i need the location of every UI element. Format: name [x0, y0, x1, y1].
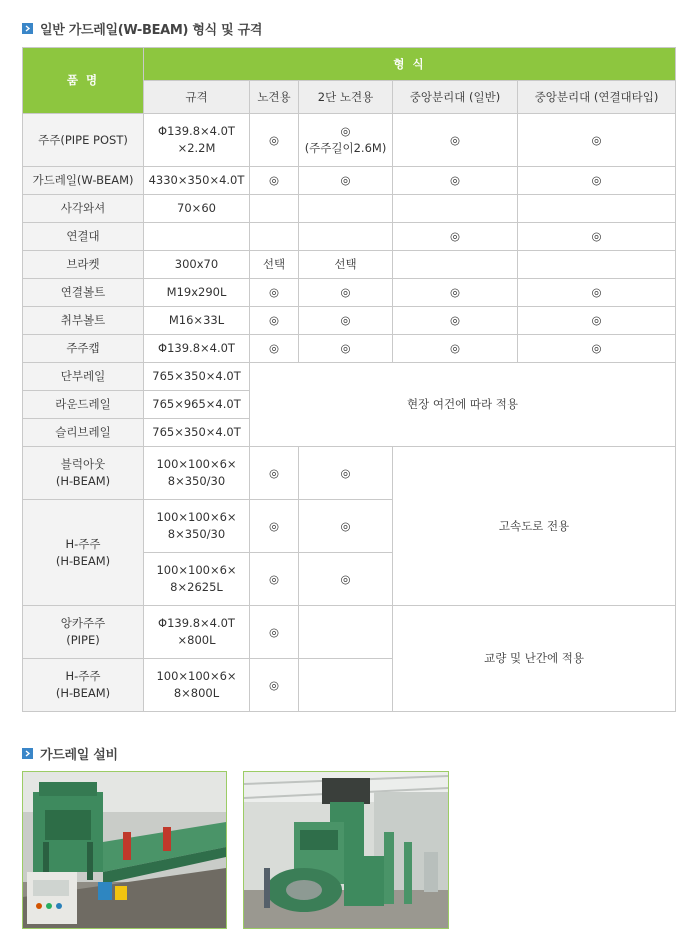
- header-col-double-shoulder: 2단 노견용: [299, 81, 393, 114]
- coil-press-machine-image: [244, 772, 448, 928]
- mark-cell: ◎: [393, 223, 518, 251]
- row-name: 취부볼트: [23, 307, 144, 335]
- row-spec: M19x290L: [144, 279, 250, 307]
- mark-cell: ◎: [393, 335, 518, 363]
- row-name: 슬리브레일: [23, 419, 144, 447]
- row-name: 사각와셔: [23, 195, 144, 223]
- note-site-conditions: 현장 여건에 따라 적용: [250, 363, 676, 447]
- row-spec: 70×60: [144, 195, 250, 223]
- equipment-photo-1: [22, 771, 227, 929]
- equipment-photo-2: [243, 771, 449, 929]
- mark-cell: ◎: [250, 114, 299, 167]
- mark-cell: ◎: [250, 167, 299, 195]
- mark-cell: ◎: [393, 114, 518, 167]
- row-spec: Φ139.8×4.0T ×2.2M: [144, 114, 250, 167]
- chevron-right-icon: [22, 23, 33, 34]
- option-cell: 선택: [299, 251, 393, 279]
- mark-cell: ◎: [250, 335, 299, 363]
- mark-cell: ◎: [299, 553, 393, 606]
- mark-cell: ◎: [250, 447, 299, 500]
- row-name: 브라켓: [23, 251, 144, 279]
- mark-cell: ◎: [518, 279, 676, 307]
- row-spec: 100×100×6× 8×2625L: [144, 553, 250, 606]
- header-col-median-general: 중앙분리대 (일반): [393, 81, 518, 114]
- row-name: 블럭아웃 (H-BEAM): [23, 447, 144, 500]
- mark-cell: ◎: [518, 335, 676, 363]
- mark-cell: ◎: [393, 279, 518, 307]
- table-row: [23, 363, 676, 391]
- roll-forming-machine-image: [23, 772, 226, 928]
- row-spec: Φ139.8×4.0T: [144, 335, 250, 363]
- mark-cell: ◎: [518, 114, 676, 167]
- row-name: 연결대: [23, 223, 144, 251]
- row-spec: 300x70: [144, 251, 250, 279]
- table-row: [23, 279, 676, 307]
- section-title-text: 일반 가드레일(W-BEAM) 형식 및 규격: [40, 22, 263, 38]
- mark-cell: ◎: [299, 447, 393, 500]
- mark-cell: ◎: [250, 500, 299, 553]
- row-spec: 100×100×6× 8×350/30: [144, 500, 250, 553]
- mark-cell: ◎: [518, 167, 676, 195]
- mark-cell: ◎: [518, 223, 676, 251]
- header-item-name: 품 명: [23, 48, 144, 114]
- row-spec: 765×350×4.0T: [144, 363, 250, 391]
- row-name: 주주(PIPE POST): [23, 114, 144, 167]
- table-row: [23, 167, 676, 195]
- header-type-group: 형 식: [144, 48, 676, 81]
- note-highway-only: 고속도로 전용: [393, 447, 676, 606]
- mark-cell: ◎: [299, 279, 393, 307]
- table-row: [23, 606, 676, 659]
- mark-cell: ◎: [518, 307, 676, 335]
- table-row: [23, 223, 676, 251]
- header-col-shoulder: 노견용: [250, 81, 299, 114]
- table-row: [23, 307, 676, 335]
- row-spec: 100×100×6× 8×350/30: [144, 447, 250, 500]
- mark-cell: ◎: [393, 167, 518, 195]
- table-row: [23, 195, 676, 223]
- section-title-text: 가드레일 설비: [40, 747, 118, 763]
- row-spec: 765×350×4.0T: [144, 419, 250, 447]
- section-title-equipment: [22, 744, 118, 762]
- mark-cell: ◎: [250, 279, 299, 307]
- mark-cell: ◎ (주주길이2.6M): [299, 114, 393, 167]
- table-row: [23, 447, 676, 500]
- mark-cell: ◎: [250, 659, 299, 712]
- mark-cell: ◎: [299, 167, 393, 195]
- row-spec: 100×100×6× 8×800L: [144, 659, 250, 712]
- table-row: [23, 114, 676, 167]
- row-spec: [144, 223, 250, 251]
- mark-cell: ◎: [250, 553, 299, 606]
- row-spec: 4330×350×4.0T: [144, 167, 250, 195]
- row-spec: Φ139.8×4.0T ×800L: [144, 606, 250, 659]
- mark-cell: ◎: [299, 335, 393, 363]
- header-spec: 규격: [144, 81, 250, 114]
- mark-cell: ◎: [299, 500, 393, 553]
- row-name: H-주주 (H-BEAM): [23, 500, 144, 606]
- chevron-right-icon: [22, 748, 33, 759]
- row-name: 가드레일(W-BEAM): [23, 167, 144, 195]
- note-bridge-railing: 교량 및 난간에 적용: [393, 606, 676, 712]
- row-name: 단부레일: [23, 363, 144, 391]
- option-cell: 선택: [250, 251, 299, 279]
- mark-cell: ◎: [299, 307, 393, 335]
- table-row: [23, 335, 676, 363]
- row-name: 앙카주주 (PIPE): [23, 606, 144, 659]
- section-title-spec: [22, 19, 262, 37]
- mark-cell: ◎: [250, 307, 299, 335]
- header-col-median-connector: 중앙분리대 (연결대타입): [518, 81, 676, 114]
- row-name: 주주캡: [23, 335, 144, 363]
- table-row: [23, 251, 676, 279]
- row-spec: 765×965×4.0T: [144, 391, 250, 419]
- row-name: 라운드레일: [23, 391, 144, 419]
- mark-cell: ◎: [393, 307, 518, 335]
- mark-cell: ◎: [250, 606, 299, 659]
- row-name: 연결볼트: [23, 279, 144, 307]
- row-name: H-주주 (H-BEAM): [23, 659, 144, 712]
- row-spec: M16×33L: [144, 307, 250, 335]
- spec-table: [22, 47, 676, 712]
